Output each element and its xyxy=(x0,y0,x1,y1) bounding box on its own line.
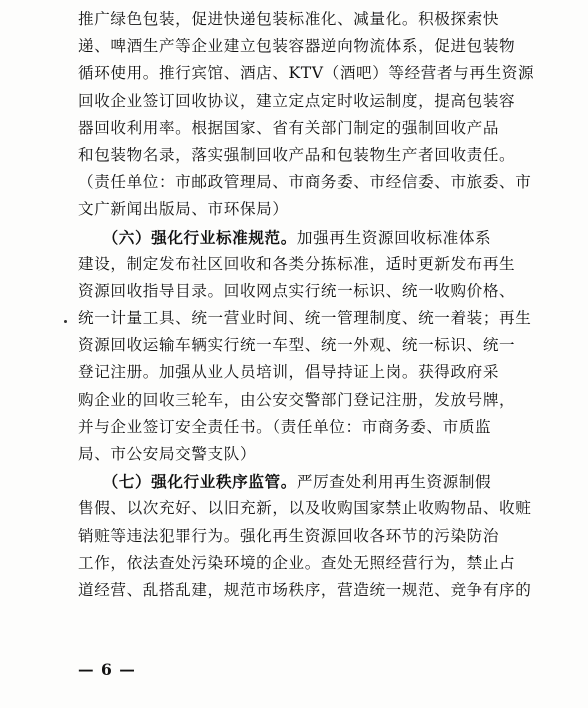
text-line: 资源回收指导目录。回收网点实行统一标识、统一收购价格、 xyxy=(78,281,516,300)
text-line: 工作，依法查处污染环境的企业。查处无照经营行为，禁止占 xyxy=(78,553,516,572)
text-segment: 加强再生资源回收标准体系 xyxy=(296,228,492,247)
text-line: 统一计量工具、统一营业时间、统一管理制度、统一着装；再生 xyxy=(78,309,532,328)
text-line: 并与企业签订安全责任书。（责任单位：市商务委、市质监 xyxy=(78,417,492,436)
text-line: 建设，制定发布社区回收和各类分拣标准，适时更新发布再生 xyxy=(78,254,516,273)
section-line xyxy=(78,468,518,495)
text-line: 推广绿色包装，促进快递包装标准化、减量化。积极探索快 xyxy=(78,10,500,28)
scan-dot xyxy=(64,320,67,323)
text-line: 回收企业签订回收协议，建立定点定时收运制度，提高包装容 xyxy=(78,91,516,110)
text-line: 销赃等违法犯罪行为。强化再生资源回收各环节的污染防治 xyxy=(78,526,500,545)
text-line: 递、啤酒生产等企业建立包装容器逆向物流体系，促进包装物 xyxy=(78,37,516,56)
section-heading-6: （六）强化行业标准规范。 xyxy=(110,227,297,247)
text-segment: 严厉查处利用再生资源制假 xyxy=(296,473,492,492)
text-line: 循环使用。推行宾馆、酒店、KTV（酒吧）等经营者与再生资源 xyxy=(78,64,535,83)
text-line: 和包装物名录，落实强制回收产品和包装物生产者回收责任。 xyxy=(78,145,516,164)
text-line: 局、市公安局交警支队） xyxy=(78,445,257,463)
section-line xyxy=(78,224,518,251)
text-line: （责任单位：市邮政管理局、市商务委、市经信委、市旅委、市 xyxy=(78,173,532,192)
body-text xyxy=(78,6,535,604)
text-line: 文广新闻出版局、市环保局） xyxy=(78,200,289,219)
section-heading-7: （七）强化行业秩序监管。 xyxy=(110,472,297,492)
text-line: 器回收利用率。根据国家、省有关部门制定的强制回收产品 xyxy=(78,118,500,137)
text-line: 购企业的回收三轮车，由公安交警部门登记注册，发放号牌， xyxy=(78,390,516,409)
text-line: 资源回收运输车辆实行统一车型、统一外观、统一标识、统一 xyxy=(78,336,516,355)
text-line: 登记注册。加强从业人员培训，倡导持证上岗。获得政府采 xyxy=(78,363,500,382)
page-number: — 6 — xyxy=(78,660,136,679)
text-line: 道经营、乱搭乱建，规范市场秩序，营造统一规范、竞争有序的 xyxy=(78,580,532,599)
text-line: 售假、以次充好、以旧充新，以及收购国家禁止收购物品、收赃 xyxy=(78,499,532,518)
